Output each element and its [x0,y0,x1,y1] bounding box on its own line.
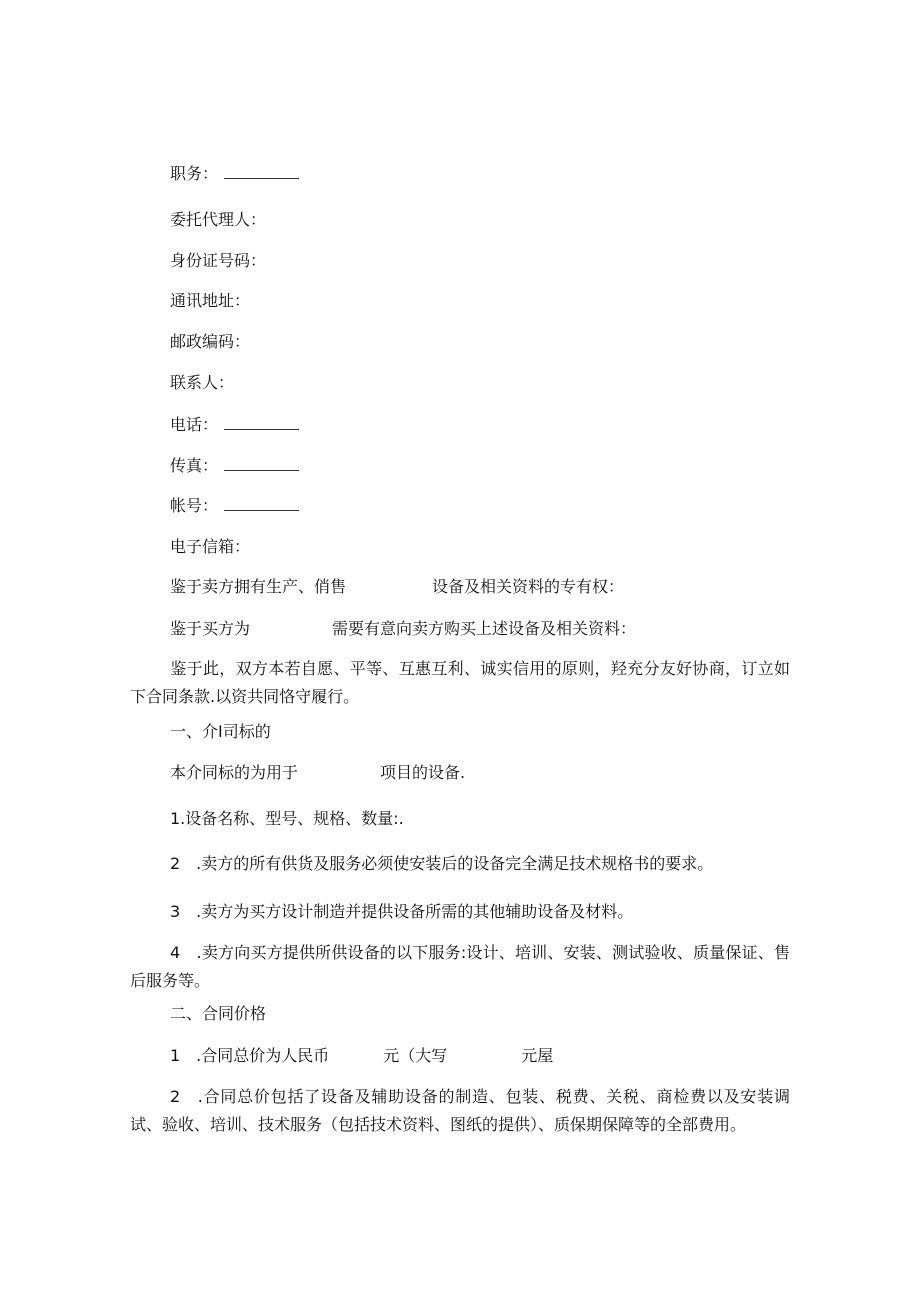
position-blank [224,163,299,179]
field-phone-label: 电话： [170,415,219,434]
section1-item2: 2 .卖方的所有供货及服务必须使安装后的设备完全满足技术规格书的要求。 [170,854,714,873]
field-account [170,495,299,516]
section2-price-part-a: 1 .合同总价为人民币 [170,1046,330,1065]
field-fax-label: 传真： [170,456,219,475]
field-fax [170,455,299,476]
recital-seller-part-b: 设备及相关资料的专有权： [432,577,625,596]
section2-price [170,1046,553,1066]
recital-buyer-part-b: 需要有意向卖方购买上述设备及相关资料： [332,619,637,638]
recital-seller-part-a: 鉴于卖方拥有生产、俏售 [170,577,347,596]
fax-blank [224,455,299,471]
recital-agreement-text: 鉴于此，双方本若自愿、平等、互惠互利、诚实信用的原则，羟充分友好协商，订立如下合同条款.以资共同恪守履行。 [130,659,790,706]
section2-price-part-c: 元屋 [521,1046,554,1065]
section1-item4-text: 4 .卖方向买方提供所供设备的以下服务:设计、培训、安装、测试验收、质量保证、售后服务等。 [130,943,790,990]
account-blank [224,495,299,511]
field-phone [170,414,299,435]
field-id-number: 身份证号码： [170,251,267,270]
section1-item4 [130,939,790,995]
section1-intro [170,763,465,783]
section2-item2-text: 2 .合同总价包括了设备及辅助设备的制造、包装、税费、关税、商检费以及安装调试、验收、培训、技术服务（包括技术资料、图纸的提供）、质保期保障等的全部费用。 [130,1087,790,1134]
recital-seller [170,577,624,597]
section1-item1: 1.设备名称、型号、规格、数量:. [170,809,404,828]
recital-buyer-part-a: 鉴于买方为 [170,619,251,638]
recital-agreement [130,655,790,711]
field-account-label: 帐号： [170,496,219,515]
field-address: 通讯地址： [170,291,251,310]
field-agent: 委托代理人： [170,210,267,229]
phone-blank [224,414,299,430]
section2-heading: 二、合同价格 [170,1004,267,1023]
field-contact: 联系人： [170,373,235,392]
field-position [170,163,299,184]
section1-heading: 一、介I司标的 [170,722,271,741]
field-postcode: 邮政编码： [170,332,251,351]
section1-intro-part-a: 本介同标的为用于 [170,763,299,782]
section2-item2 [130,1083,790,1139]
recital-buyer [170,619,636,639]
section2-price-part-b: 元（大写 [383,1046,448,1065]
field-email: 电子信箱： [170,537,251,556]
section1-intro-part-b: 项目的设备. [380,763,466,782]
section1-item3: 3 .卖方为买方设计制造并提供设备所需的其他辅助设备及材料。 [170,902,634,921]
field-position-label: 职务： [170,164,219,183]
